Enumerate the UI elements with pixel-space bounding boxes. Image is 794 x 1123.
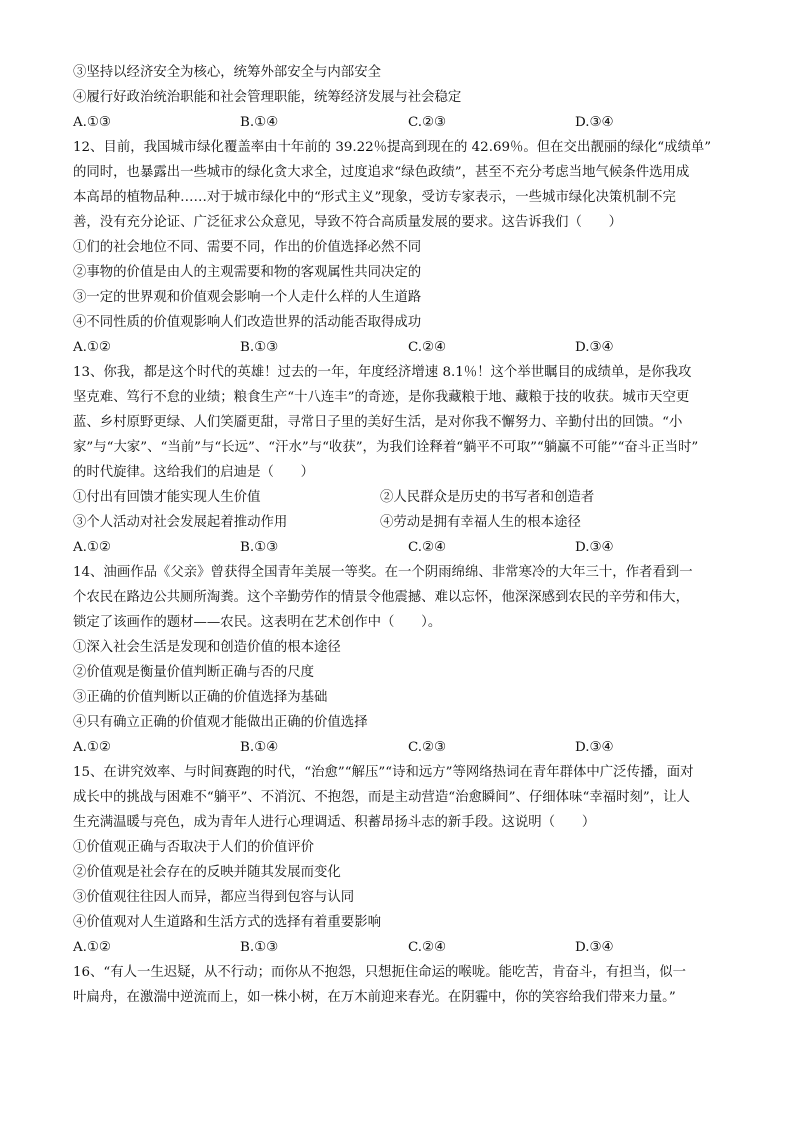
question-16-stem-line: 16、“有人一生迟疑，从不行动；而你从不抱怨，只想扼住命运的喉咙。能吃苦，肯奋斗，有担当，似一 xyxy=(73,965,687,980)
question-12-stem-line: 的同时，也暴露出一些城市的绿化贪大求全，过度追求“绿色政绩”，甚至不充分考虑当地气候条件选用成 xyxy=(73,165,690,180)
question-13-stem-line: 家”与“大家”、“当前”与“长远”、“汗水”与“收获”，为我们诠释着“躺平不可取”“躺赢不可能”“奋斗正当时” xyxy=(73,440,699,455)
statement-row xyxy=(73,514,723,532)
statement-3: ③坚持以经济安全为核心，统筹外部安全与内部安全 xyxy=(73,65,381,80)
statement-2: ②价值观是衡量价值判断正确与否的尺度 xyxy=(73,665,315,680)
statement-1: ①付出有回馈才能实现人生价值 xyxy=(73,490,261,505)
option-d: D.③④ xyxy=(575,540,614,555)
statement-4: ④价值观对人生道路和生活方式的选择有着重要影响 xyxy=(73,915,381,930)
statement-row xyxy=(73,489,723,507)
option-d: D.③④ xyxy=(575,740,614,755)
answer-options xyxy=(73,339,633,357)
option-d: D.③④ xyxy=(575,115,614,130)
question-14-stem-line: 个农民在路边公共厕所淘粪。这个辛勤劳作的情景令他震撼、难以忘怀，他深深感到农民的辛劳和伟大， xyxy=(73,590,689,605)
statement-2: ②事物的价值是由人的主观需要和物的客观属性共同决定的 xyxy=(73,265,422,280)
option-d: D.③④ xyxy=(575,340,614,355)
statement-2: ②价值观是社会存在的反映并随其发展而变化 xyxy=(73,865,341,880)
question-15-stem-line: 生充满温暖与亮色，成为青年人进行心理调适、积蓄昂扬斗志的新手段。这说明（ ） xyxy=(73,815,596,830)
option-a: A.①③ xyxy=(73,115,111,130)
question-13-stem-line: 13、你我，都是这个时代的英雄！过去的一年，年度经济增速 8.1％！这个举世瞩目的成绩单，是你我攻 xyxy=(73,365,692,380)
option-d: D.③④ xyxy=(575,940,614,955)
statement-2: ②人民群众是历史的书写者和创造者 xyxy=(380,490,595,505)
answer-options xyxy=(73,539,633,557)
option-b: B.①④ xyxy=(240,740,279,755)
option-a: A.①② xyxy=(73,540,111,555)
option-a: A.①② xyxy=(73,740,111,755)
question-12-stem-line: 本高昂的植物品种……对于城市绿化中的“形式主义”现象，受访专家表示，一些城市绿化决策机制不完 xyxy=(73,190,676,205)
question-16-stem-line: 叶扁舟，在激湍中逆流而上，如一株小树，在万木前迎来春光。在阴霾中，你的笑容给我们带来力量。” xyxy=(73,990,676,1005)
option-a: A.①② xyxy=(73,340,111,355)
option-b: B.①④ xyxy=(240,115,279,130)
statement-4: ④劳动是拥有幸福人生的根本途径 xyxy=(380,515,581,530)
statement-3: ③正确的价值判断以正确的价值选择为基础 xyxy=(73,690,328,705)
option-c: C.②④ xyxy=(408,340,447,355)
question-12-stem-line: 善，没有充分论证、广泛征求公众意见，导致不符合高质量发展的要求。这告诉我们（ ） xyxy=(73,215,623,230)
question-12-stem-line: 12、目前，我国城市绿化覆盖率由十年前的 39.22％提高到现在的 42.69％。但在交出靓丽的绿化“成绩单” xyxy=(73,140,712,155)
statement-4: ④不同性质的价值观影响人们改造世界的活动能否取得成功 xyxy=(73,315,422,330)
statement-3: ③个人活动对社会发展起着推动作用 xyxy=(73,515,288,530)
question-13-stem-line: 坚克难、笃行不怠的业绩；粮食生产“十八连丰”的奇迹，是你我藏粮于地、藏粮于技的收获。城市天空更 xyxy=(73,390,690,405)
statement-1: ①们的社会地位不同、需要不同，作出的价值选择必然不同 xyxy=(73,240,422,255)
question-14-stem-line: 14、油画作品《父亲》曾获得全国青年美展一等奖。在一个阴雨绵绵、非常寒冷的大年三十，作者看到一 xyxy=(73,565,693,580)
question-15-stem-line: 成长中的挑战与困难不“躺平”、不消沉、不抱怨，而是主动营造“治愈瞬间”、仔细体味“幸福时刻”，让人 xyxy=(73,790,690,805)
question-14-stem-line: 锁定了该画作的题材——农民。这表明在艺术创作中（ ）。 xyxy=(73,615,442,630)
option-c: C.②③ xyxy=(408,740,447,755)
answer-options xyxy=(73,939,633,957)
answer-options xyxy=(73,739,633,757)
option-c: C.②④ xyxy=(408,540,447,555)
statement-4: ④只有确立正确的价值观才能做出正确的价值选择 xyxy=(73,715,368,730)
option-c: C.②③ xyxy=(408,115,447,130)
answer-options xyxy=(73,114,633,132)
statement-3: ③价值观往往因人而异，都应当得到包容与认同 xyxy=(73,890,355,905)
option-b: B.①③ xyxy=(240,340,279,355)
option-c: C.②④ xyxy=(408,940,447,955)
question-15-stem-line: 15、在讲究效率、与时间赛跑的时代，“治愈”“解压”“诗和远方”等网络热词在青年群体中广泛传播，面对 xyxy=(73,765,694,780)
option-a: A.①② xyxy=(73,940,111,955)
option-b: B.①③ xyxy=(240,940,279,955)
statement-3: ③一定的世界观和价值观会影响一个人走什么样的人生道路 xyxy=(73,290,422,305)
option-b: B.①③ xyxy=(240,540,279,555)
statement-1: ①深入社会生活是发现和创造价值的根本途径 xyxy=(73,640,341,655)
question-13-stem-line: 蓝、乡村原野更绿、人们笑靥更甜，寻常日子里的美好生活，是对你我不懈努力、辛勤付出的回馈。“小 xyxy=(73,415,683,430)
question-13-stem-line: 的时代旋律。这给我们的启迪是（ ） xyxy=(73,465,315,480)
statement-1: ①价值观正确与否取决于人们的价值评价 xyxy=(73,840,315,855)
statement-4: ④履行好政治统治职能和社会管理职能，统筹经济发展与社会稳定 xyxy=(73,90,462,105)
